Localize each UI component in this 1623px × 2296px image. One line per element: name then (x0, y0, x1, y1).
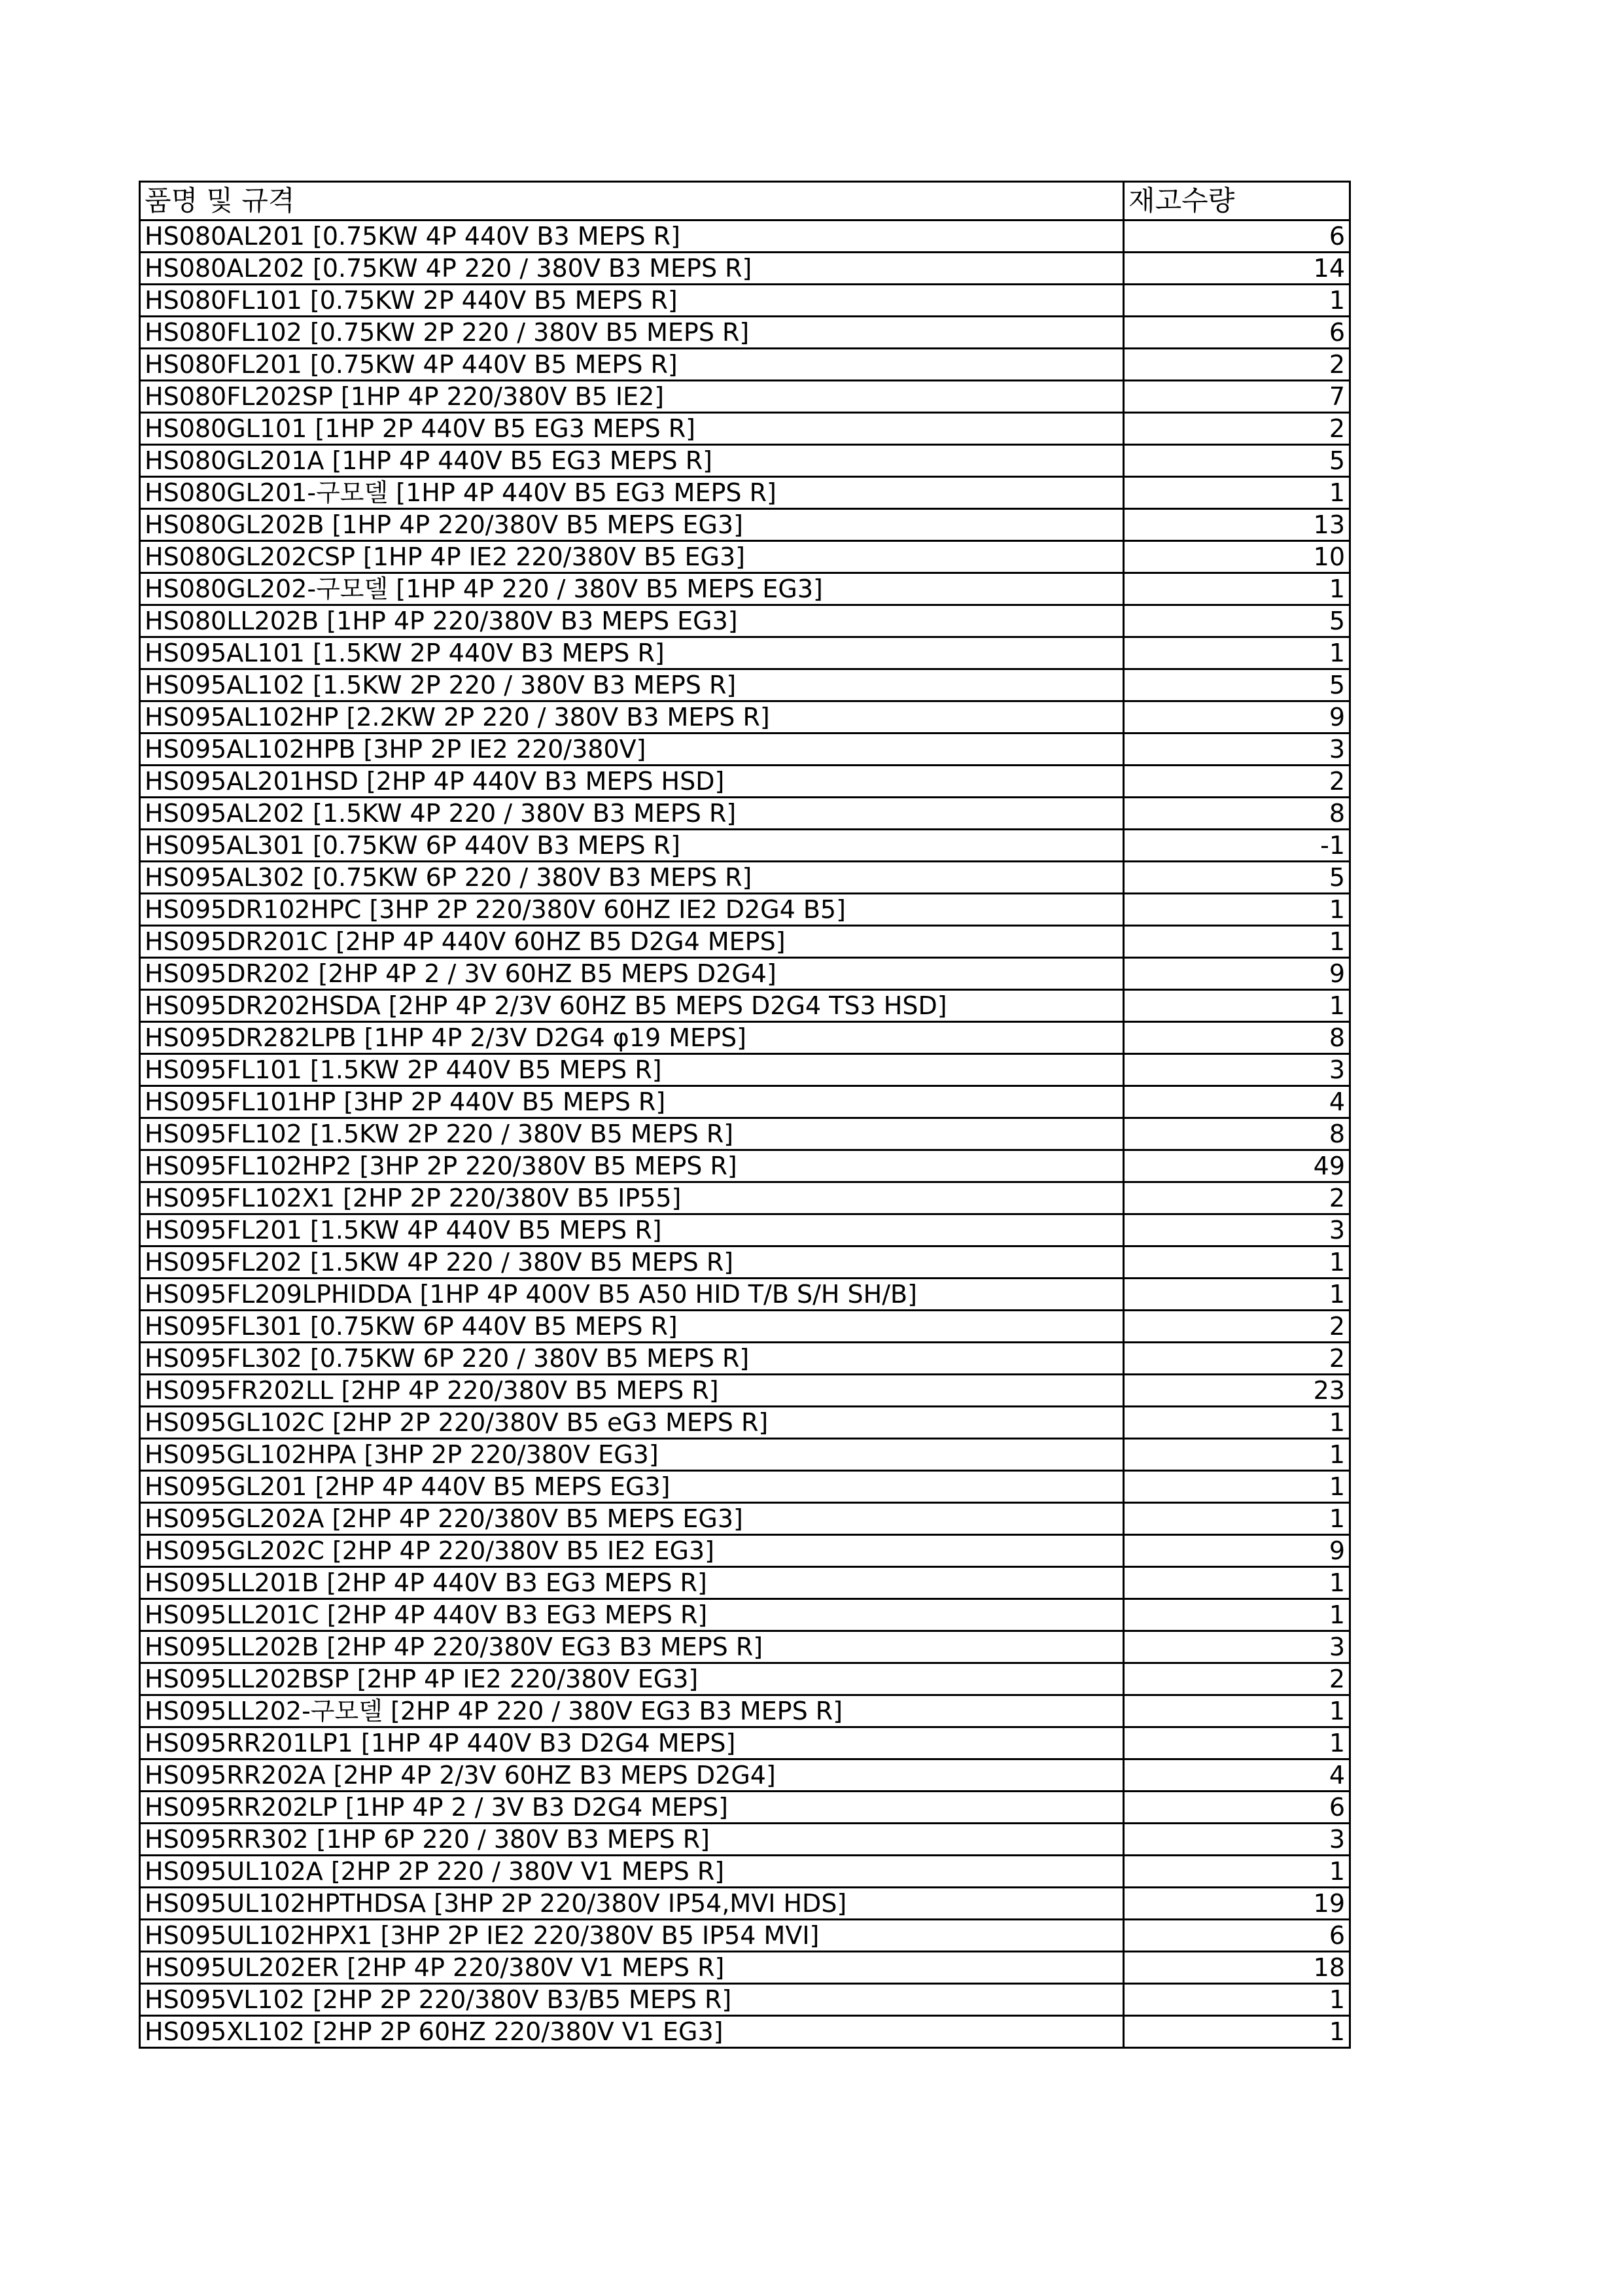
table-row (140, 637, 1350, 669)
stock-quantity-cell: 8 (1124, 1022, 1350, 1054)
stock-quantity-cell: 1 (1124, 926, 1350, 958)
table-row (140, 1888, 1350, 1920)
stock-quantity-cell: 6 (1124, 317, 1350, 349)
table-row (140, 349, 1350, 381)
item-name-cell: HS095XL102 [2HP 2P 60HZ 220/380V V1 EG3] (140, 2016, 1124, 2048)
table-row (140, 830, 1350, 862)
stock-quantity-cell: 3 (1124, 733, 1350, 766)
stock-quantity-cell: 5 (1124, 669, 1350, 701)
stock-quantity-cell: 23 (1124, 1375, 1350, 1407)
stock-quantity-cell: 1 (1124, 1279, 1350, 1311)
table-row (140, 1150, 1350, 1182)
table-row (140, 1856, 1350, 1888)
stock-quantity-cell: 4 (1124, 1759, 1350, 1792)
item-name-cell: HS095AL301 [0.75KW 6P 440V B3 MEPS R] (140, 830, 1124, 862)
item-name-cell: HS095GL202C [2HP 4P 220/380V B5 IE2 EG3] (140, 1535, 1124, 1567)
stock-quantity-cell: 3 (1124, 1824, 1350, 1856)
item-name-cell: HS095AL201HSD [2HP 4P 440V B3 MEPS HSD] (140, 766, 1124, 798)
table-row (140, 1407, 1350, 1439)
table-row (140, 253, 1350, 285)
table-row (140, 1759, 1350, 1792)
stock-quantity-cell: 2 (1124, 413, 1350, 445)
item-name-cell: HS095DR202 [2HP 4P 2 / 3V 60HZ B5 MEPS D2G4] (140, 958, 1124, 990)
table-row (140, 1311, 1350, 1343)
item-name-cell: HS095FL302 [0.75KW 6P 220 / 380V B5 MEPS R] (140, 1343, 1124, 1375)
stock-quantity-cell: 1 (1124, 1471, 1350, 1503)
table-row (140, 1375, 1350, 1407)
item-name-cell: HS095GL201 [2HP 4P 440V B5 MEPS EG3] (140, 1471, 1124, 1503)
stock-quantity-cell: 6 (1124, 221, 1350, 253)
table-row (140, 1824, 1350, 1856)
table-row (140, 1279, 1350, 1311)
item-name-cell: HS080GL201A [1HP 4P 440V B5 EG3 MEPS R] (140, 445, 1124, 477)
item-name-cell: HS080AL201 [0.75KW 4P 440V B3 MEPS R] (140, 221, 1124, 253)
table-row (140, 1343, 1350, 1375)
stock-quantity-cell: 1 (1124, 477, 1350, 509)
table-row (140, 958, 1350, 990)
item-name-cell: HS095LL201C [2HP 4P 440V B3 EG3 MEPS R] (140, 1599, 1124, 1631)
stock-quantity-cell: 13 (1124, 509, 1350, 541)
table-row (140, 573, 1350, 605)
item-name-cell: HS095UL102HPTHDSA [3HP 2P 220/380V IP54,MVI HDS] (140, 1888, 1124, 1920)
table-row (140, 381, 1350, 413)
table-row (140, 1022, 1350, 1054)
item-name-cell: HS095FL101 [1.5KW 2P 440V B5 MEPS R] (140, 1054, 1124, 1086)
table-row (140, 1503, 1350, 1535)
table-row (140, 605, 1350, 637)
table-row (140, 1214, 1350, 1246)
table-row (140, 1631, 1350, 1663)
stock-quantity-cell: 1 (1124, 1407, 1350, 1439)
stock-quantity-cell: 19 (1124, 1888, 1350, 1920)
stock-quantity-cell: 9 (1124, 958, 1350, 990)
item-name-cell: HS080FL102 [0.75KW 2P 220 / 380V B5 MEPS R] (140, 317, 1124, 349)
item-name-cell: HS095UL102HPX1 [3HP 2P IE2 220/380V B5 IP54 MVI] (140, 1920, 1124, 1952)
item-name-cell: HS095LL201B [2HP 4P 440V B3 EG3 MEPS R] (140, 1567, 1124, 1599)
item-name-cell: HS080FL202SP [1HP 4P 220/380V B5 IE2] (140, 381, 1124, 413)
table-row (140, 926, 1350, 958)
stock-quantity-cell: 1 (1124, 1856, 1350, 1888)
item-name-cell: HS095GL202A [2HP 4P 220/380V B5 MEPS EG3] (140, 1503, 1124, 1535)
item-name-cell: HS095FL102 [1.5KW 2P 220 / 380V B5 MEPS R] (140, 1118, 1124, 1150)
stock-quantity-cell: -1 (1124, 830, 1350, 862)
stock-quantity-cell: 3 (1124, 1631, 1350, 1663)
item-name-cell: HS095RR202LP [1HP 4P 2 / 3V B3 D2G4 MEPS] (140, 1792, 1124, 1824)
item-name-cell: HS080GL101 [1HP 2P 440V B5 EG3 MEPS R] (140, 413, 1124, 445)
item-name-cell: HS095AL302 [0.75KW 6P 220 / 380V B3 MEPS R] (140, 862, 1124, 894)
item-name-cell: HS095AL202 [1.5KW 4P 220 / 380V B3 MEPS R] (140, 798, 1124, 830)
table-row (140, 766, 1350, 798)
table-row (140, 509, 1350, 541)
table-row (140, 2016, 1350, 2048)
stock-quantity-cell: 6 (1124, 1920, 1350, 1952)
item-name-cell: HS095FR202LL [2HP 4P 220/380V B5 MEPS R] (140, 1375, 1124, 1407)
item-name-cell: HS080FL101 [0.75KW 2P 440V B5 MEPS R] (140, 285, 1124, 317)
stock-quantity-cell: 1 (1124, 990, 1350, 1022)
stock-quantity-cell: 6 (1124, 1792, 1350, 1824)
stock-quantity-cell: 10 (1124, 541, 1350, 573)
item-name-cell: HS095RR202A [2HP 4P 2/3V 60HZ B3 MEPS D2G4] (140, 1759, 1124, 1792)
stock-quantity-cell: 2 (1124, 1343, 1350, 1375)
item-name-cell: HS095FL102X1 [2HP 2P 220/380V B5 IP55] (140, 1182, 1124, 1214)
table-row (140, 1952, 1350, 1984)
stock-quantity-cell: 2 (1124, 349, 1350, 381)
item-name-cell: HS095AL102HPB [3HP 2P IE2 220/380V] (140, 733, 1124, 766)
stock-quantity-cell: 9 (1124, 1535, 1350, 1567)
item-name-cell: HS095DR102HPC [3HP 2P 220/380V 60HZ IE2 D2G4 B5] (140, 894, 1124, 926)
table-row (140, 1182, 1350, 1214)
table-row (140, 477, 1350, 509)
stock-quantity-cell: 2 (1124, 1663, 1350, 1695)
item-name-cell: HS095FL201 [1.5KW 4P 440V B5 MEPS R] (140, 1214, 1124, 1246)
item-name-cell: HS095LL202BSP [2HP 4P IE2 220/380V EG3] (140, 1663, 1124, 1695)
table-row (140, 1727, 1350, 1759)
stock-quantity-cell: 1 (1124, 1503, 1350, 1535)
stock-quantity-cell: 49 (1124, 1150, 1350, 1182)
inventory-table (139, 181, 1351, 2049)
item-name-cell: HS095FL301 [0.75KW 6P 440V B5 MEPS R] (140, 1311, 1124, 1343)
stock-quantity-cell: 5 (1124, 445, 1350, 477)
stock-quantity-cell: 1 (1124, 637, 1350, 669)
table-row (140, 413, 1350, 445)
table-row (140, 1535, 1350, 1567)
item-name-cell: HS095GL102C [2HP 2P 220/380V B5 eG3 MEPS R] (140, 1407, 1124, 1439)
item-name-cell: HS095LL202-구모델 [2HP 4P 220 / 380V EG3 B3 MEPS R] (140, 1695, 1124, 1727)
table-row (140, 990, 1350, 1022)
stock-quantity-cell: 2 (1124, 766, 1350, 798)
stock-quantity-cell: 5 (1124, 862, 1350, 894)
stock-quantity-cell: 3 (1124, 1214, 1350, 1246)
table-row (140, 1695, 1350, 1727)
table-row (140, 221, 1350, 253)
table-row (140, 669, 1350, 701)
stock-quantity-cell: 2 (1124, 1311, 1350, 1343)
item-name-cell: HS080GL202CSP [1HP 4P IE2 220/380V B5 EG3] (140, 541, 1124, 573)
item-name-cell: HS095FL102HP2 [3HP 2P 220/380V B5 MEPS R] (140, 1150, 1124, 1182)
item-name-cell: HS080FL201 [0.75KW 4P 440V B5 MEPS R] (140, 349, 1124, 381)
table-row (140, 1439, 1350, 1471)
item-name-cell: HS080GL202-구모델 [1HP 4P 220 / 380V B5 MEPS EG3] (140, 573, 1124, 605)
item-name-cell: HS095RR302 [1HP 6P 220 / 380V B3 MEPS R] (140, 1824, 1124, 1856)
table-row (140, 701, 1350, 733)
item-name-cell: HS095AL102HP [2.2KW 2P 220 / 380V B3 MEPS R] (140, 701, 1124, 733)
item-name-cell: HS095AL102 [1.5KW 2P 220 / 380V B3 MEPS R] (140, 669, 1124, 701)
table-row (140, 1567, 1350, 1599)
table-row (140, 1054, 1350, 1086)
stock-quantity-cell: 1 (1124, 1984, 1350, 2016)
item-name-cell: HS095RR201LP1 [1HP 4P 440V B3 D2G4 MEPS] (140, 1727, 1124, 1759)
stock-quantity-cell: 1 (1124, 285, 1350, 317)
table-row (140, 1920, 1350, 1952)
stock-quantity-cell: 1 (1124, 1439, 1350, 1471)
stock-quantity-cell: 8 (1124, 798, 1350, 830)
stock-quantity-cell: 1 (1124, 1727, 1350, 1759)
stock-quantity-cell: 18 (1124, 1952, 1350, 1984)
table-row (140, 798, 1350, 830)
item-name-cell: HS095VL102 [2HP 2P 220/380V B3/B5 MEPS R] (140, 1984, 1124, 2016)
item-name-cell: HS095UL102A [2HP 2P 220 / 380V V1 MEPS R] (140, 1856, 1124, 1888)
stock-quantity-cell: 2 (1124, 1182, 1350, 1214)
header-item-name: 품명 및 규격 (140, 182, 1124, 221)
item-name-cell: HS095DR201C [2HP 4P 440V 60HZ B5 D2G4 MEPS] (140, 926, 1124, 958)
stock-quantity-cell: 1 (1124, 1246, 1350, 1279)
table-row (140, 317, 1350, 349)
stock-quantity-cell: 5 (1124, 605, 1350, 637)
stock-quantity-cell: 7 (1124, 381, 1350, 413)
header-stock-quantity: 재고수량 (1124, 182, 1350, 221)
table-row (140, 862, 1350, 894)
item-name-cell: HS080GL201-구모델 [1HP 4P 440V B5 EG3 MEPS R] (140, 477, 1124, 509)
table-row (140, 1246, 1350, 1279)
table-row (140, 1599, 1350, 1631)
stock-quantity-cell: 1 (1124, 1599, 1350, 1631)
item-name-cell: HS095GL102HPA [3HP 2P 220/380V EG3] (140, 1439, 1124, 1471)
item-name-cell: HS080GL202B [1HP 4P 220/380V B5 MEPS EG3] (140, 509, 1124, 541)
table-row (140, 541, 1350, 573)
item-name-cell: HS095FL202 [1.5KW 4P 220 / 380V B5 MEPS R] (140, 1246, 1124, 1279)
stock-quantity-cell: 1 (1124, 1695, 1350, 1727)
item-name-cell: HS095FL209LPHIDDA [1HP 4P 400V B5 A50 HID T/B S/H SH/B] (140, 1279, 1124, 1311)
item-name-cell: HS095AL101 [1.5KW 2P 440V B3 MEPS R] (140, 637, 1124, 669)
header-row (140, 182, 1350, 221)
table-body (140, 221, 1350, 2048)
item-name-cell: HS095DR202HSDA [2HP 4P 2/3V 60HZ B5 MEPS D2G4 TS3 HSD] (140, 990, 1124, 1022)
item-name-cell: HS080AL202 [0.75KW 4P 220 / 380V B3 MEPS R] (140, 253, 1124, 285)
table-row (140, 285, 1350, 317)
item-name-cell: HS095UL202ER [2HP 4P 220/380V V1 MEPS R] (140, 1952, 1124, 1984)
stock-quantity-cell: 1 (1124, 2016, 1350, 2048)
stock-quantity-cell: 9 (1124, 701, 1350, 733)
stock-quantity-cell: 1 (1124, 573, 1350, 605)
table-row (140, 445, 1350, 477)
item-name-cell: HS095FL101HP [3HP 2P 440V B5 MEPS R] (140, 1086, 1124, 1118)
stock-quantity-cell: 8 (1124, 1118, 1350, 1150)
table-row (140, 733, 1350, 766)
item-name-cell: HS095DR282LPB [1HP 4P 2/3V D2G4 φ19 MEPS] (140, 1022, 1124, 1054)
stock-quantity-cell: 4 (1124, 1086, 1350, 1118)
table-row (140, 894, 1350, 926)
table-row (140, 1471, 1350, 1503)
stock-quantity-cell: 3 (1124, 1054, 1350, 1086)
table-row (140, 1118, 1350, 1150)
table-row (140, 1984, 1350, 2016)
item-name-cell: HS080LL202B [1HP 4P 220/380V B3 MEPS EG3] (140, 605, 1124, 637)
stock-quantity-cell: 14 (1124, 253, 1350, 285)
table-row (140, 1663, 1350, 1695)
table-row (140, 1792, 1350, 1824)
stock-quantity-cell: 1 (1124, 894, 1350, 926)
item-name-cell: HS095LL202B [2HP 4P 220/380V EG3 B3 MEPS R] (140, 1631, 1124, 1663)
table-row (140, 1086, 1350, 1118)
stock-quantity-cell: 1 (1124, 1567, 1350, 1599)
